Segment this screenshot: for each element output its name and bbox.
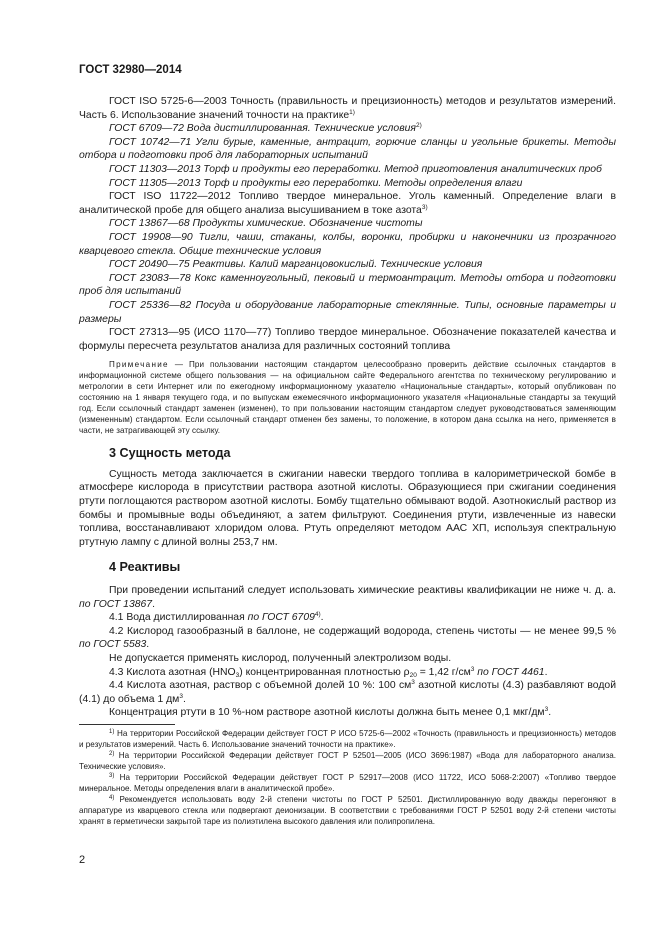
period: . <box>548 707 552 719</box>
reference-item <box>79 95 616 122</box>
footnote <box>79 728 616 750</box>
reference-item <box>79 299 616 326</box>
reference-item <box>79 190 616 217</box>
reference-text: ГОСТ 13867—68 Продукты химические. Обозначение чистоты <box>109 218 423 230</box>
reference-item <box>79 258 616 272</box>
reference-text: ГОСТ 11303—2013 Торф и продукты его переработки. Метод приготовления аналитических проб <box>109 163 602 175</box>
note-text: — При пользовании настоящим стандартом целесообразно проверить действие ссылочных стандартов в информационной системе общего пользования — на официальном сайте Федерального агентства по техническому регулированию и метрологии в сети Интернет или по ежегодному информационному указателю «Национальные стандарты», который опубликован по состоянию на 1 января текущего года, и по выпускам ежемесячного информационного указателя «Национальные стандарты за текущий год. Если ссылочный стандарт заменен (изменен), то при пользовании настоящим стандартом следует руководствоваться заменяющим (измененным) стандартом. Если ссылочный стандарт отменен без замены, то положение, в котором дана ссылка на него, применяется в части, не затрагивающей эту ссылку. <box>79 360 616 436</box>
subscript: 20 <box>409 671 417 679</box>
item-4-3-text-b: ) концентрированная плотностью ρ <box>239 666 410 678</box>
item-4-4 <box>79 679 616 706</box>
document-body <box>79 95 616 827</box>
reference-text: ГОСТ ISO 11722—2012 Топливо твердое минеральное. Уголь каменный. Определение влаги в аналитической пробе для общего анализа высушиванием в токе азота <box>79 191 616 216</box>
reference-item <box>79 136 616 163</box>
item-4-3-text-c: = 1,42 г/см <box>416 666 471 678</box>
reference-item <box>79 231 616 258</box>
footnote-mark: 4) <box>109 794 115 801</box>
reference-text: ГОСТ 6709—72 Вода дистиллированная. Технические условия <box>109 123 416 135</box>
footnote-mark: 1) <box>109 728 115 735</box>
item-4-3-text-a: 4.3 Кислота азотная (HNO <box>109 666 236 678</box>
item-4-2-text: 4.2 Кислород газообразный в баллоне, не содержащий водорода, степень чистоты — не менее 99,5 % <box>109 625 616 637</box>
footnote-mark: 2) <box>109 750 115 757</box>
reference-text: ГОСТ 27313—95 (ИСО 1170—77) Топливо твердое минеральное. Обозначение показателей качества и формулы пересчета результатов анализа для различных состояний топлива <box>79 327 616 352</box>
reference-item <box>79 272 616 299</box>
reference-text: ГОСТ 25336—82 Посуда и оборудование лабораторные стеклянные. Типы, основные параметры и размеры <box>79 299 616 325</box>
item-4-2: 4.2 Кислород газообразный в баллоне, не содержащий водорода, степень чистоты — не менее 99,5 % по ГОСТ 5583. <box>79 625 616 651</box>
footnote-marker: 1) <box>349 108 355 116</box>
footnotes-list <box>79 728 616 827</box>
superscript: 3 <box>411 679 415 687</box>
footnote-text: На территории Российской Федерации действует ГОСТ Р 52501—2005 (ИСО 3696:1987) «Вода для лабораторного анализа. Технические условия». <box>79 750 617 771</box>
subscript: 3 <box>235 671 240 679</box>
reference-text: ГОСТ 20490—75 Реактивы. Калий марганцовокислый. Технические условия <box>109 259 483 271</box>
item-4-4-text-a: 4.4 Кислота азотная, раствор с объемной долей 10 %: 100 см <box>109 680 412 692</box>
reference-item <box>79 217 616 231</box>
note-label: Примечание <box>109 360 169 370</box>
intro-text: При проведении испытаний следует использовать химические реактивы квалификации не ниже ч. д. а. <box>109 585 616 597</box>
reference-text: ГОСТ 23083—78 Кокс каменноугольный, пековый и термоантрацит. Методы отбора и подготовки проб для испытаний <box>79 272 616 298</box>
footnote <box>79 772 616 794</box>
footnote-marker: 4) <box>314 611 321 619</box>
note-paragraph <box>79 359 616 436</box>
intro-ref: по ГОСТ 13867 <box>79 598 153 610</box>
page-number: 2 <box>79 854 86 866</box>
section-4-intro: При проведении испытаний следует использовать химические реактивы квалификации не ниже ч. д. а. по ГОСТ 13867. <box>79 585 616 610</box>
reference-item <box>79 163 616 177</box>
footnote-mark: 3) <box>109 772 115 779</box>
superscript: 3 <box>544 706 549 714</box>
item-4-2-ref: по ГОСТ 5583 <box>79 639 147 651</box>
footnote <box>79 750 616 772</box>
reference-item <box>79 326 616 353</box>
concentration-note <box>79 706 616 720</box>
footnote-divider <box>79 724 175 725</box>
reference-item <box>79 177 616 191</box>
reference-text: ГОСТ ISO 5725-6—2003 Точность (правильность и прецизионность) методов и результатов измерений. Часть 6. Использование значений точности на практике <box>79 96 616 121</box>
concentration-text: Концентрация ртути в 10 %-ном растворе азотной кислоты должна быть менее 0,1 мкг/дм <box>109 707 545 719</box>
item-4-1-text: 4.1 Вода дистиллированная <box>109 612 248 624</box>
footnote-text: На территории Российской Федерации действует ГОСТ Р 52917—2008 (ИСО 11722, ИСО 5068-2:2007) «Топливо твердое минеральное. Методы определения влаги в аналитической пробе». <box>79 772 616 793</box>
section-3-heading: 3 Сущность метода <box>109 446 231 461</box>
item-4-3: 4.3 Кислота азотная $(HNO_3)$ концентрированная плотностью $\rho_{20} = 1,42$ $г/см^3$ по ГОСТ 4461. <box>109 665 548 679</box>
footnote-text: На территории Российской Федерации действует ГОСТ Р ИСО 5725-6—2002 «Точность (правильность и прецизионность) методов и результатов измерений. Часть 6. Использование значений точности на практике». <box>79 728 616 749</box>
footnote-marker: 2) <box>415 122 422 130</box>
footnote-marker: 3) <box>421 203 428 211</box>
item-4-2-note: Не допускается применять кислород, полученный электролизом воды. <box>109 653 452 664</box>
item-4-1-ref: по ГОСТ 6709 <box>247 612 315 624</box>
item-4-1: 4.1 Вода дистиллированная по ГОСТ 6709$^{4)}$. <box>109 611 324 624</box>
reference-text: ГОСТ 19908—90 Тигли, чаши, стаканы, колбы, воронки, пробирки и наконечники из прозрачного кварцевого стекла. Общие технические условия <box>79 231 616 257</box>
section-3-text: Сущность метода заключается в сжигании навески твердого топлива в калориметрической бомбе в атмосфере кислорода в присутствии раствора азотной кислоты. Образующиеся при сжигании соединения ртути поглощаются раствором азотной кислоты. Бомбу тщательно обмывают водой. Азотнокислый раствор из бомбы и промывные воды объединяют, а затем фильтруют. Соединения ртути, извлеченные из навески топлива, восстанавливают хлоридом олова. Ртуть определяют методом ААС ХП, используя спектральную ртутную лампу с длиной волны 253,7 нм. <box>79 468 616 548</box>
document-header: ГОСТ 32980—2014 <box>79 64 182 76</box>
item-4-4-text-b: азотной кислоты (4.3) разбавляют водой (4.1) до объема 1 дм <box>79 680 616 705</box>
reference-text: ГОСТ 10742—71 Угли бурые, каменные, антрацит, горючие сланцы и угольные брикеты. Методы отбора и подготовки проб для лабораторных испытаний <box>79 136 616 162</box>
superscript: 3 <box>470 665 475 673</box>
section-4-heading: 4 Реактивы <box>109 560 181 575</box>
reference-item <box>79 122 616 136</box>
reference-text: ГОСТ 11305—2013 Торф и продукты его переработки. Методы определения влаги <box>109 177 523 189</box>
superscript: 3 <box>179 692 183 700</box>
normative-references-list <box>79 95 616 353</box>
period: . <box>182 693 186 705</box>
footnote-text: Рекомендуется использовать воду 2-й степени чистоты по ГОСТ Р 52501. Дистиллированную воду дважды перегоняют в аппаратуре из кварцевого стекла или подвергают деионизации. В соответствии с требованиями ГОСТ Р 52501 воду 2-й степени чистоты хранят в герметически закрытой таре из полиэтилена высокого давления или полипропилена. <box>79 794 616 826</box>
footnote <box>79 794 616 827</box>
item-4-3-ref: по ГОСТ 4461 <box>474 666 545 678</box>
